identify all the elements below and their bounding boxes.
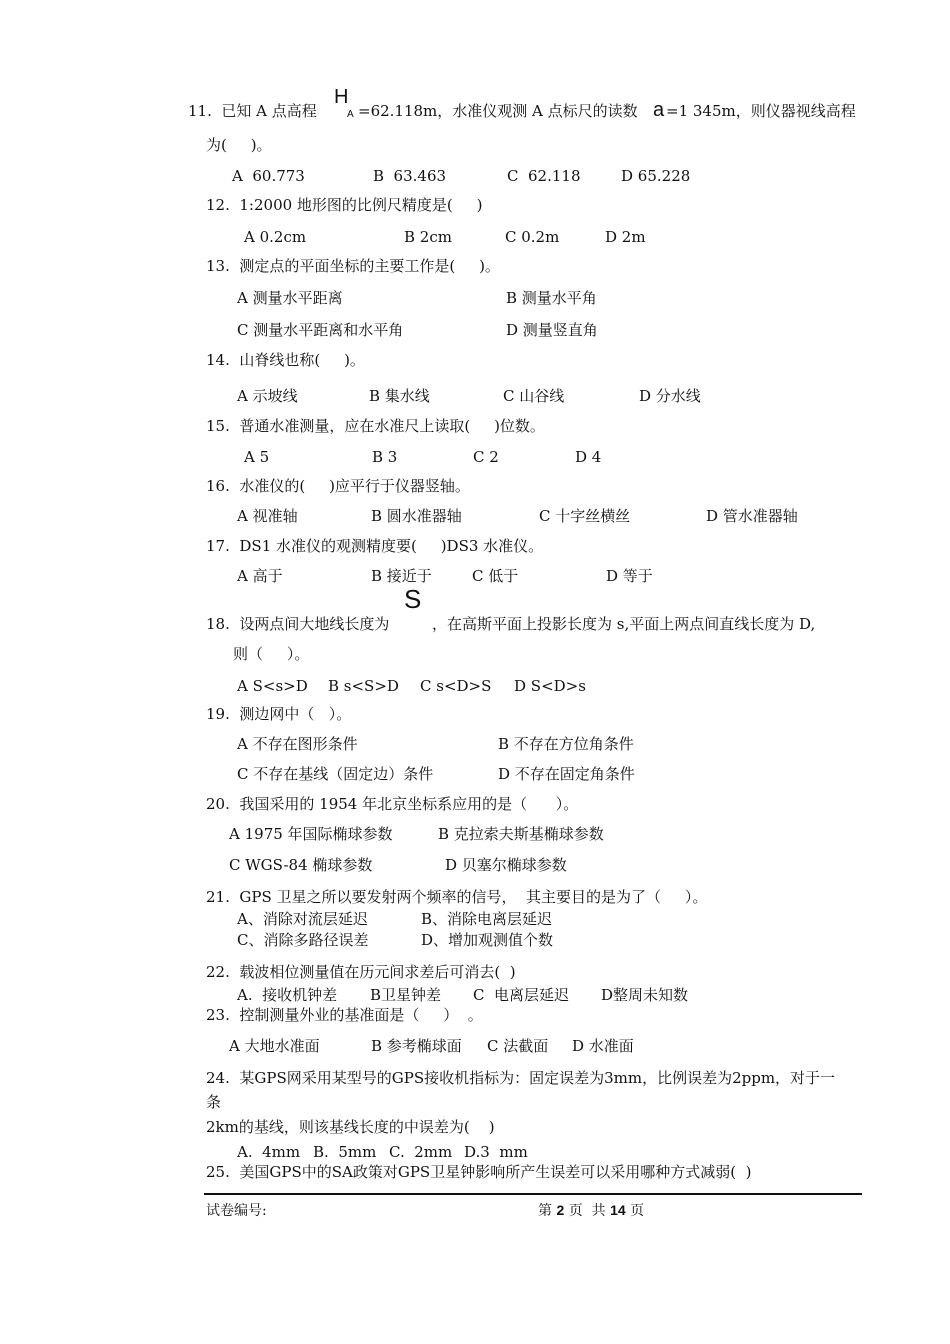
q17-option-c: C 低于 <box>472 567 519 585</box>
q18-option-a: A S<s>D <box>237 677 308 695</box>
q20-option-a: A 1975 年国际椭球参数 <box>229 825 393 843</box>
q18-stem-continued: 则（ ）。 <box>233 645 310 663</box>
q23-option-b: B 参考椭球面 <box>371 1037 462 1055</box>
q18-stem-b: ，在高斯平面上投影长度为 s,平面上两点间直线长度为 D, <box>432 615 816 633</box>
q21-option-c: C、消除多路径误差 <box>237 931 369 949</box>
q18-option-b: B s<S>D <box>328 677 399 695</box>
q24-option-b: B. 5mm <box>313 1143 377 1161</box>
q11-symbol-h-subscript: A <box>347 109 354 120</box>
q24-option-a: A. 4mm <box>237 1143 301 1161</box>
q19-option-d: D 不存在固定角条件 <box>498 765 635 783</box>
q21-option-a: A、消除对流层延迟 <box>237 910 368 928</box>
q11-symbol-h: H <box>334 86 349 108</box>
q14-option-c: C 山谷线 <box>503 387 565 405</box>
q12-option-a: A 0.2cm <box>244 228 307 246</box>
q18-stem-a: 18. 设两点间大地线长度为 <box>206 615 390 633</box>
q13-option-b: B 测量水平角 <box>506 289 597 307</box>
q14-stem: 14. 山脊线也称( )。 <box>206 351 365 369</box>
q14-option-b: B 集水线 <box>369 387 430 405</box>
q22-option-b: B卫星钟差 <box>370 986 442 1004</box>
q17-option-d: D 等于 <box>606 567 653 585</box>
q11-option-a: A 60.773 <box>232 167 305 185</box>
page-total: 14 <box>610 1202 626 1218</box>
q21-option-d: D、增加观测值个数 <box>421 931 554 949</box>
q13-option-c: C 测量水平距离和水平角 <box>237 321 404 339</box>
q18-symbol-s: S <box>404 584 422 614</box>
total-prefix: 共 <box>591 1203 606 1219</box>
q11-stem-a: 11. 已知 A 点高程 <box>188 102 317 120</box>
q19-stem: 19. 测边网中（ ）。 <box>206 705 352 723</box>
q22-option-a: A. 接收机钟差 <box>237 986 338 1004</box>
q11-stem-c: =1 345m，则仪器视线高程 <box>666 102 856 120</box>
q12-stem: 12. 1:2000 地形图的比例尺精度是( ) <box>206 196 483 214</box>
q13-stem: 13. 测定点的平面坐标的主要工作是( )。 <box>206 257 500 275</box>
q11-stem-continued: 为( )。 <box>206 136 272 154</box>
q11-option-b: B 63.463 <box>373 167 447 185</box>
q12-option-c: C 0.2m <box>505 228 560 246</box>
q11-option-c: C 62.118 <box>507 167 581 185</box>
q11-symbol-a: a <box>653 99 665 121</box>
q15-option-b: B 3 <box>372 448 398 466</box>
q16-option-d: D 管水准器轴 <box>706 507 798 525</box>
page-current: 2 <box>556 1202 565 1218</box>
total-unit: 页 <box>630 1203 645 1219</box>
q24-stem-b: 条 <box>206 1093 222 1111</box>
q19-option-b: B 不存在方位角条件 <box>498 735 634 753</box>
q21-stem: 21. GPS 卫星之所以要发射两个频率的信号， 其主要目的是为了（ ）。 <box>206 888 708 906</box>
q11-stem-b: =62.118m，水准仪观测 A 点标尺的读数 <box>358 102 638 120</box>
q17-option-b: B 接近于 <box>371 567 432 585</box>
q23-option-a: A 大地水准面 <box>229 1037 320 1055</box>
q18-option-c: C s<D>S <box>420 677 492 695</box>
q20-option-c: C WGS-84 椭球参数 <box>229 856 373 874</box>
q22-stem: 22. 载波相位测量值在历元间求差后可消去( ) <box>206 963 516 981</box>
q16-option-b: B 圆水准器轴 <box>371 507 462 525</box>
q17-stem: 17. DS1 水准仪的观测精度要( )DS3 水准仪。 <box>206 537 544 555</box>
q13-option-d: D 测量竖直角 <box>506 321 598 339</box>
page-prefix: 第 <box>538 1203 552 1219</box>
q20-option-b: B 克拉索夫斯基椭球参数 <box>438 825 604 843</box>
q17-option-a: A 高于 <box>237 567 283 585</box>
q16-stem: 16. 水准仪的( )应平行于仪器竖轴。 <box>206 477 470 495</box>
q15-option-c: C 2 <box>473 448 499 466</box>
q18-option-d: D S<D>s <box>514 677 586 695</box>
q13-option-a: A 测量水平距离 <box>237 289 343 307</box>
q15-option-d: D 4 <box>575 448 602 466</box>
q19-option-a: A 不存在图形条件 <box>237 735 358 753</box>
q22-option-c: C 电离层延迟 <box>473 986 570 1004</box>
q24-stem-a: 24. 某GPS网采用某型号的GPS接收机指标为：固定误差为3mm，比例误差为2ppm，对于一 <box>206 1069 836 1087</box>
q12-option-b: B 2cm <box>404 228 452 246</box>
q22-option-d: D整周未知数 <box>601 986 689 1004</box>
q23-option-c: C 法截面 <box>487 1037 549 1055</box>
q25-stem: 25. 美国GPS中的SA政策对GPS卫星钟影响所产生误差可以采用哪种方式减弱( ) <box>206 1163 752 1181</box>
q20-option-d: D 贝塞尔椭球参数 <box>445 856 567 874</box>
footer-rule <box>204 1193 862 1195</box>
q16-option-c: C 十字丝横丝 <box>539 507 631 525</box>
q14-option-a: A 示坡线 <box>237 387 298 405</box>
q14-option-d: D 分水线 <box>639 387 701 405</box>
q15-option-a: A 5 <box>244 448 270 466</box>
q11-option-d: D 65.228 <box>621 167 691 185</box>
q15-stem: 15. 普通水准测量，应在水准尺上读取( )位数。 <box>206 417 545 435</box>
q23-option-d: D 水准面 <box>572 1037 634 1055</box>
q24-option-c: C. 2mm <box>389 1143 453 1161</box>
q12-option-d: D 2m <box>605 228 646 246</box>
page-indicator <box>538 1200 644 1220</box>
q23-stem: 23. 控制测量外业的基准面是（ ） 。 <box>206 1006 483 1024</box>
page-unit: 页 <box>568 1203 583 1219</box>
q21-option-b: B、消除电离层延迟 <box>421 910 553 928</box>
q24-stem-c: 2km的基线，则该基线长度的中误差为( ) <box>206 1118 495 1136</box>
q24-option-d: D.3 mm <box>464 1143 528 1161</box>
exam-number-label: 试卷编号: <box>206 1203 267 1219</box>
q20-stem: 20. 我国采用的 1954 年北京坐标系应用的是（ ）。 <box>206 795 579 813</box>
q19-option-c: C 不存在基线（固定边）条件 <box>237 765 434 783</box>
q16-option-a: A 视准轴 <box>237 507 298 525</box>
